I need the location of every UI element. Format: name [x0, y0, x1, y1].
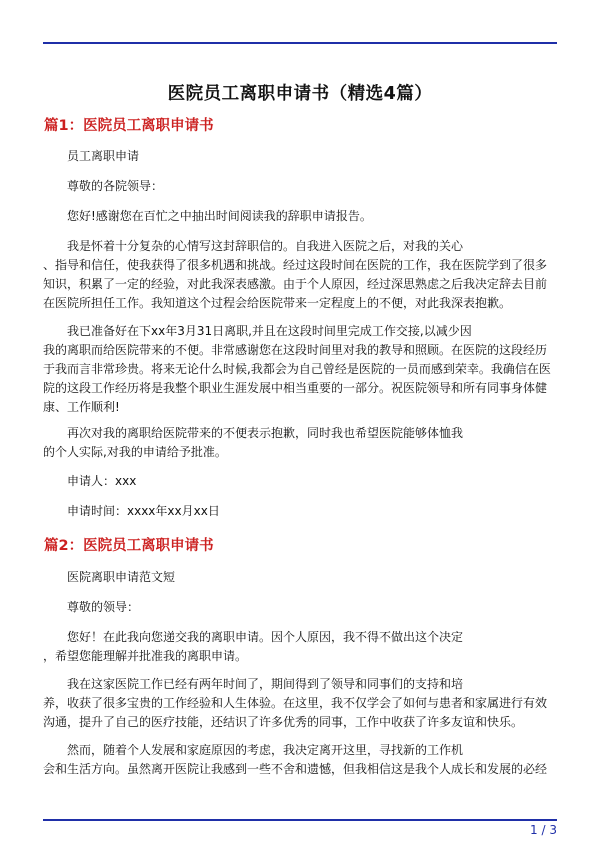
paragraph: [43, 598, 581, 617]
paragraph-line: 员工离职申请: [67, 149, 140, 163]
paragraph-line: 然而，随着个人发展和家庭原因的考虑，我决定离开这里，寻找新的工作机: [67, 743, 464, 757]
paragraph-line: 您好!感谢您在百忙之中抽出时间阅读我的辞职申请报告。: [67, 209, 372, 223]
paragraph-line: 医院离职申请范文短: [67, 570, 176, 584]
paragraph: [43, 147, 581, 166]
footer-rule: [43, 819, 557, 821]
paragraph: [43, 628, 557, 666]
paragraph-line: 我是怀着十分复杂的心情写这封辞职信的。自我进入医院之后，对我的关心: [67, 239, 464, 253]
paragraph-line: 我在这家医院工作已经有两年时间了，期间得到了领导和同事们的支持和培: [67, 677, 464, 691]
paragraph-line: 于我而言非常珍贵。将来无论什么时候,我都会为自己曾经是医院的一员而感到荣幸。我确信在医: [43, 362, 551, 376]
section-heading: 篇2：医院员工离职申请书: [44, 538, 214, 554]
date-line: 申请时间：xxxx年xx月xx日: [67, 504, 220, 518]
paragraph-line: 在医院所担任工作。我知道这个过程会给医院带来一定程度上的不便，对此我深表抱歉。: [43, 296, 512, 310]
paragraph: [43, 675, 557, 732]
page-indicator: 1 / 3: [530, 823, 557, 837]
paragraph-line: 您好！在此我向您递交我的离职申请。因个人原因，我不得不做出这个决定: [67, 630, 464, 644]
paragraph-line: 沟通，提升了自己的医疗技能，还结识了许多优秀的同事，工作中收获了许多友谊和快乐。: [43, 715, 524, 729]
paragraph-line: 尊敬的领导：: [67, 600, 140, 614]
paragraph: [43, 472, 581, 491]
paragraph-line: 知识，积累了一定的经验，对此我深表感激。由于个人原因，经过深思熟虑之后我决定辞去目前: [43, 277, 548, 291]
paragraph: [43, 207, 581, 226]
applicant-line: 申请人：xxx: [67, 474, 137, 488]
paragraph: [43, 322, 557, 417]
document-title: 医院员工离职申请书（精选4篇）: [167, 84, 433, 104]
paragraph-line: 会和生活方向。虽然离开医院让我感到一些不舍和遗憾，但我相信这是我个人成长和发展的必经: [43, 762, 548, 776]
section-heading: 篇1：医院员工离职申请书: [44, 118, 214, 134]
paragraph: [43, 741, 557, 779]
paragraph: [43, 424, 557, 462]
paragraph-line: 我的离职而给医院带来的不便。非常感谢您在这段时间里对我的教导和照顾。在医院的这段经历: [43, 343, 548, 357]
paragraph-line: 康、工作顺利!: [43, 400, 120, 414]
header-rule: [43, 42, 557, 44]
paragraph: [43, 568, 581, 587]
paragraph-line: 再次对我的离职给医院带来的不便表示抱歉，同时我也希望医院能够体恤我: [67, 426, 464, 440]
paragraph: [43, 502, 581, 521]
paragraph-line: ，希望您能理解并批准我的离职申请。: [43, 649, 248, 663]
paragraph-line: 尊敬的各院领导：: [67, 179, 164, 193]
paragraph-line: 、指导和信任，使我获得了很多机遇和挑战。经过这段时间在医院的工作，我在医院学到了很多: [43, 258, 548, 272]
paragraph-line: 院的这段工作经历将是我整个职业生涯发展中相当重要的一部分。祝医院领导和所有同事身体健: [43, 381, 548, 395]
paragraph-line: 的个人实际,对我的申请给予批准。: [43, 445, 227, 459]
paragraph: [43, 237, 557, 313]
paragraph-line: 我已准备好在下xx年3月31日离职,并且在这段时间里完成工作交接,以减少因: [67, 324, 472, 338]
paragraph: [43, 177, 581, 196]
paragraph-line: 养，收获了很多宝贵的工作经验和人生体验。在这里，我不仅学会了如何与患者和家属进行有效: [43, 696, 548, 710]
